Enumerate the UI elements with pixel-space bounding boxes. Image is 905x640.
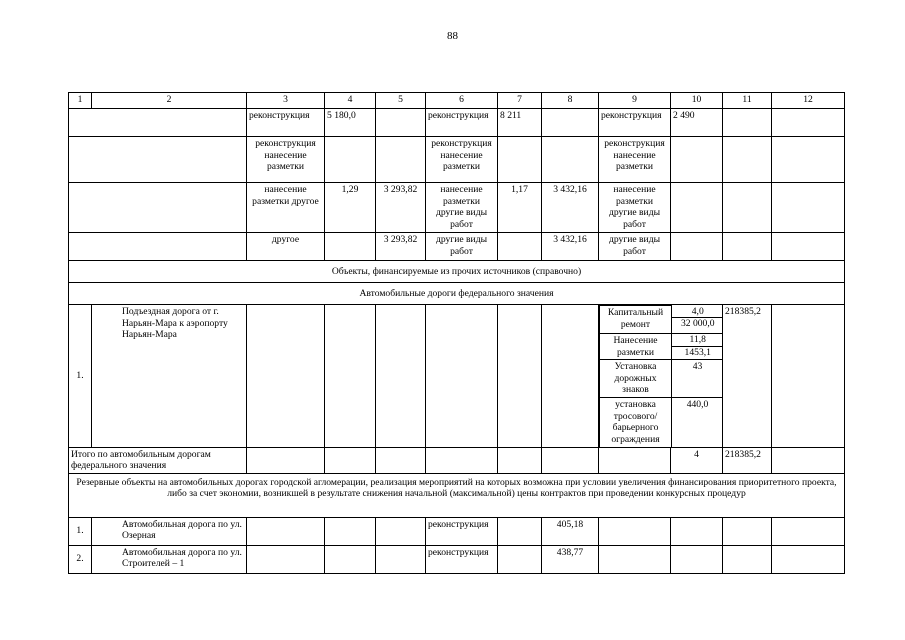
empty-cell [69, 109, 247, 137]
empty-cell [772, 447, 845, 473]
col-header: 1 [69, 93, 92, 109]
work-type-cell: другое [247, 233, 325, 261]
empty-cell [772, 137, 845, 183]
col-header: 5 [376, 93, 426, 109]
work-value: 1453,1 [684, 346, 711, 358]
total-label: Итого по автомобильным дорогам федерального значения [69, 447, 247, 473]
work-type-cell: другие виды работ [426, 233, 498, 261]
section-federal-roads: Автомобильные дороги федерального значения [69, 283, 845, 305]
empty-cell [325, 137, 376, 183]
empty-cell [671, 183, 723, 233]
work-type-cell: реконструкция [426, 517, 498, 545]
empty-cell [671, 233, 723, 261]
roads-table [68, 92, 845, 574]
empty-cell [376, 545, 426, 573]
empty-cell [69, 137, 247, 183]
empty-cell [498, 305, 542, 448]
federal-object-row [69, 305, 845, 448]
total-count: 4 [671, 447, 723, 473]
col-header: 6 [426, 93, 498, 109]
empty-cell [723, 183, 772, 233]
empty-cell [671, 517, 723, 545]
section-row [69, 261, 845, 283]
work-value: 4,0 [672, 306, 723, 319]
empty-cell [498, 517, 542, 545]
empty-cell [325, 305, 376, 448]
work-type-cell: реконструкция нанесение разметки [426, 137, 498, 183]
work-label: Капитальный ремонт [600, 306, 672, 334]
value-cell: 5 180,0 [325, 109, 376, 137]
empty-cell [723, 545, 772, 573]
work-value: 11,8 [672, 334, 723, 347]
col-header: 11 [723, 93, 772, 109]
reserve-header: Резервные объекты на автомобильных дорогах городской агломерации, реализация мероприятий на которых возможна при условии увеличения финансирования приоритетного проекта, либо за счет экономии, возникшей в результате снижения начальной (максимальной) цены контрактов при проведении конкурсных процедур [69, 473, 845, 517]
empty-cell [498, 137, 542, 183]
empty-cell [723, 517, 772, 545]
object-name: Автомобильная дорога по ул. Строителей – 1 [92, 545, 247, 573]
column-number-row [69, 93, 845, 109]
col-header: 7 [498, 93, 542, 109]
empty-cell [247, 517, 325, 545]
section-other-sources: Объекты, финансируемые из прочих источников (справочно) [69, 261, 845, 283]
empty-cell [498, 545, 542, 573]
total-sum: 218385,2 [723, 447, 772, 473]
empty-cell [376, 517, 426, 545]
value-cell: 3 293,82 [376, 233, 426, 261]
work-row [600, 334, 723, 360]
value-cell: 1,29 [325, 183, 376, 233]
object-name: Подъездная дорога от г. Нарьян-Мара к аэропорту Нарьян-Мара [92, 305, 247, 448]
empty-cell [599, 447, 671, 473]
empty-cell [247, 545, 325, 573]
table-row [69, 517, 845, 545]
value-cell: 3 432,16 [542, 183, 599, 233]
empty-cell [325, 545, 376, 573]
work-type-cell: нанесение разметки другие виды работ [426, 183, 498, 233]
value-cell: 405,18 [542, 517, 599, 545]
empty-cell [772, 545, 845, 573]
empty-cell [542, 305, 599, 448]
empty-cell [325, 447, 376, 473]
row-number: 1. [69, 305, 92, 448]
work-values [672, 306, 723, 334]
object-name: Автомобильная дорога по ул. Озерная [92, 517, 247, 545]
empty-cell [69, 233, 247, 261]
col-header: 10 [671, 93, 723, 109]
empty-cell [671, 137, 723, 183]
work-row [600, 360, 723, 398]
empty-cell [772, 183, 845, 233]
empty-cell [247, 447, 325, 473]
work-type-cell: реконструкция [247, 109, 325, 137]
work-type-cell: реконструкция нанесение разметки [599, 137, 671, 183]
work-type-cell: реконструкция [599, 109, 671, 137]
work-values [672, 334, 723, 360]
value-cell: 3 293,82 [376, 183, 426, 233]
row-number: 2. [69, 545, 92, 573]
empty-cell [772, 305, 845, 448]
page-number: 88 [447, 30, 458, 42]
empty-cell [376, 109, 426, 137]
table-row [69, 183, 845, 233]
work-row [600, 398, 723, 447]
empty-cell [376, 447, 426, 473]
value-cell: 2 490 [671, 109, 723, 137]
col-header: 9 [599, 93, 671, 109]
work-value: 32 000,0 [680, 318, 715, 330]
work-type-cell: реконструкция [426, 109, 498, 137]
empty-cell [247, 305, 325, 448]
value-cell: 8 211 [498, 109, 542, 137]
work-type-cell: реконструкция [426, 545, 498, 573]
row-number: 1. [69, 517, 92, 545]
empty-cell [599, 517, 671, 545]
empty-cell [723, 109, 772, 137]
works-subtable-cell [599, 305, 723, 448]
empty-cell [772, 233, 845, 261]
work-type-cell: реконструкция нанесение разметки [247, 137, 325, 183]
work-value: 43 [672, 360, 723, 398]
work-label: Нанесение разметки [600, 334, 672, 360]
empty-cell [671, 545, 723, 573]
table-row [69, 109, 845, 137]
table-row [69, 137, 845, 183]
work-row [600, 306, 723, 334]
table-row [69, 545, 845, 573]
col-header: 12 [772, 93, 845, 109]
empty-cell [376, 137, 426, 183]
value-cell: 3 432,16 [542, 233, 599, 261]
value-cell: 438,77 [542, 545, 599, 573]
empty-cell [325, 517, 376, 545]
empty-cell [542, 137, 599, 183]
total-cell: 218385,2 [723, 305, 772, 448]
empty-cell [723, 137, 772, 183]
col-header: 3 [247, 93, 325, 109]
empty-cell [376, 305, 426, 448]
col-header: 2 [92, 93, 247, 109]
col-header: 4 [325, 93, 376, 109]
section-row [69, 473, 845, 517]
work-type-cell: другие виды работ [599, 233, 671, 261]
work-label: установка тросового/ барьерного ограждения [600, 398, 672, 447]
value-cell: 1,17 [498, 183, 542, 233]
empty-cell [426, 447, 498, 473]
empty-cell [772, 109, 845, 137]
work-type-cell: нанесение разметки другие виды работ [599, 183, 671, 233]
section-row [69, 283, 845, 305]
empty-cell [542, 109, 599, 137]
total-row [69, 447, 845, 473]
work-label: Установка дорожных знаков [600, 360, 672, 398]
empty-cell [426, 305, 498, 448]
empty-cell [772, 517, 845, 545]
empty-cell [498, 447, 542, 473]
empty-cell [69, 183, 247, 233]
works-subtable [599, 305, 723, 447]
work-value: 440,0 [672, 398, 723, 447]
empty-cell [542, 447, 599, 473]
empty-cell [498, 233, 542, 261]
empty-cell [325, 233, 376, 261]
table-row [69, 233, 845, 261]
empty-cell [599, 545, 671, 573]
work-type-cell: нанесение разметки другое [247, 183, 325, 233]
col-header: 8 [542, 93, 599, 109]
empty-cell [723, 233, 772, 261]
